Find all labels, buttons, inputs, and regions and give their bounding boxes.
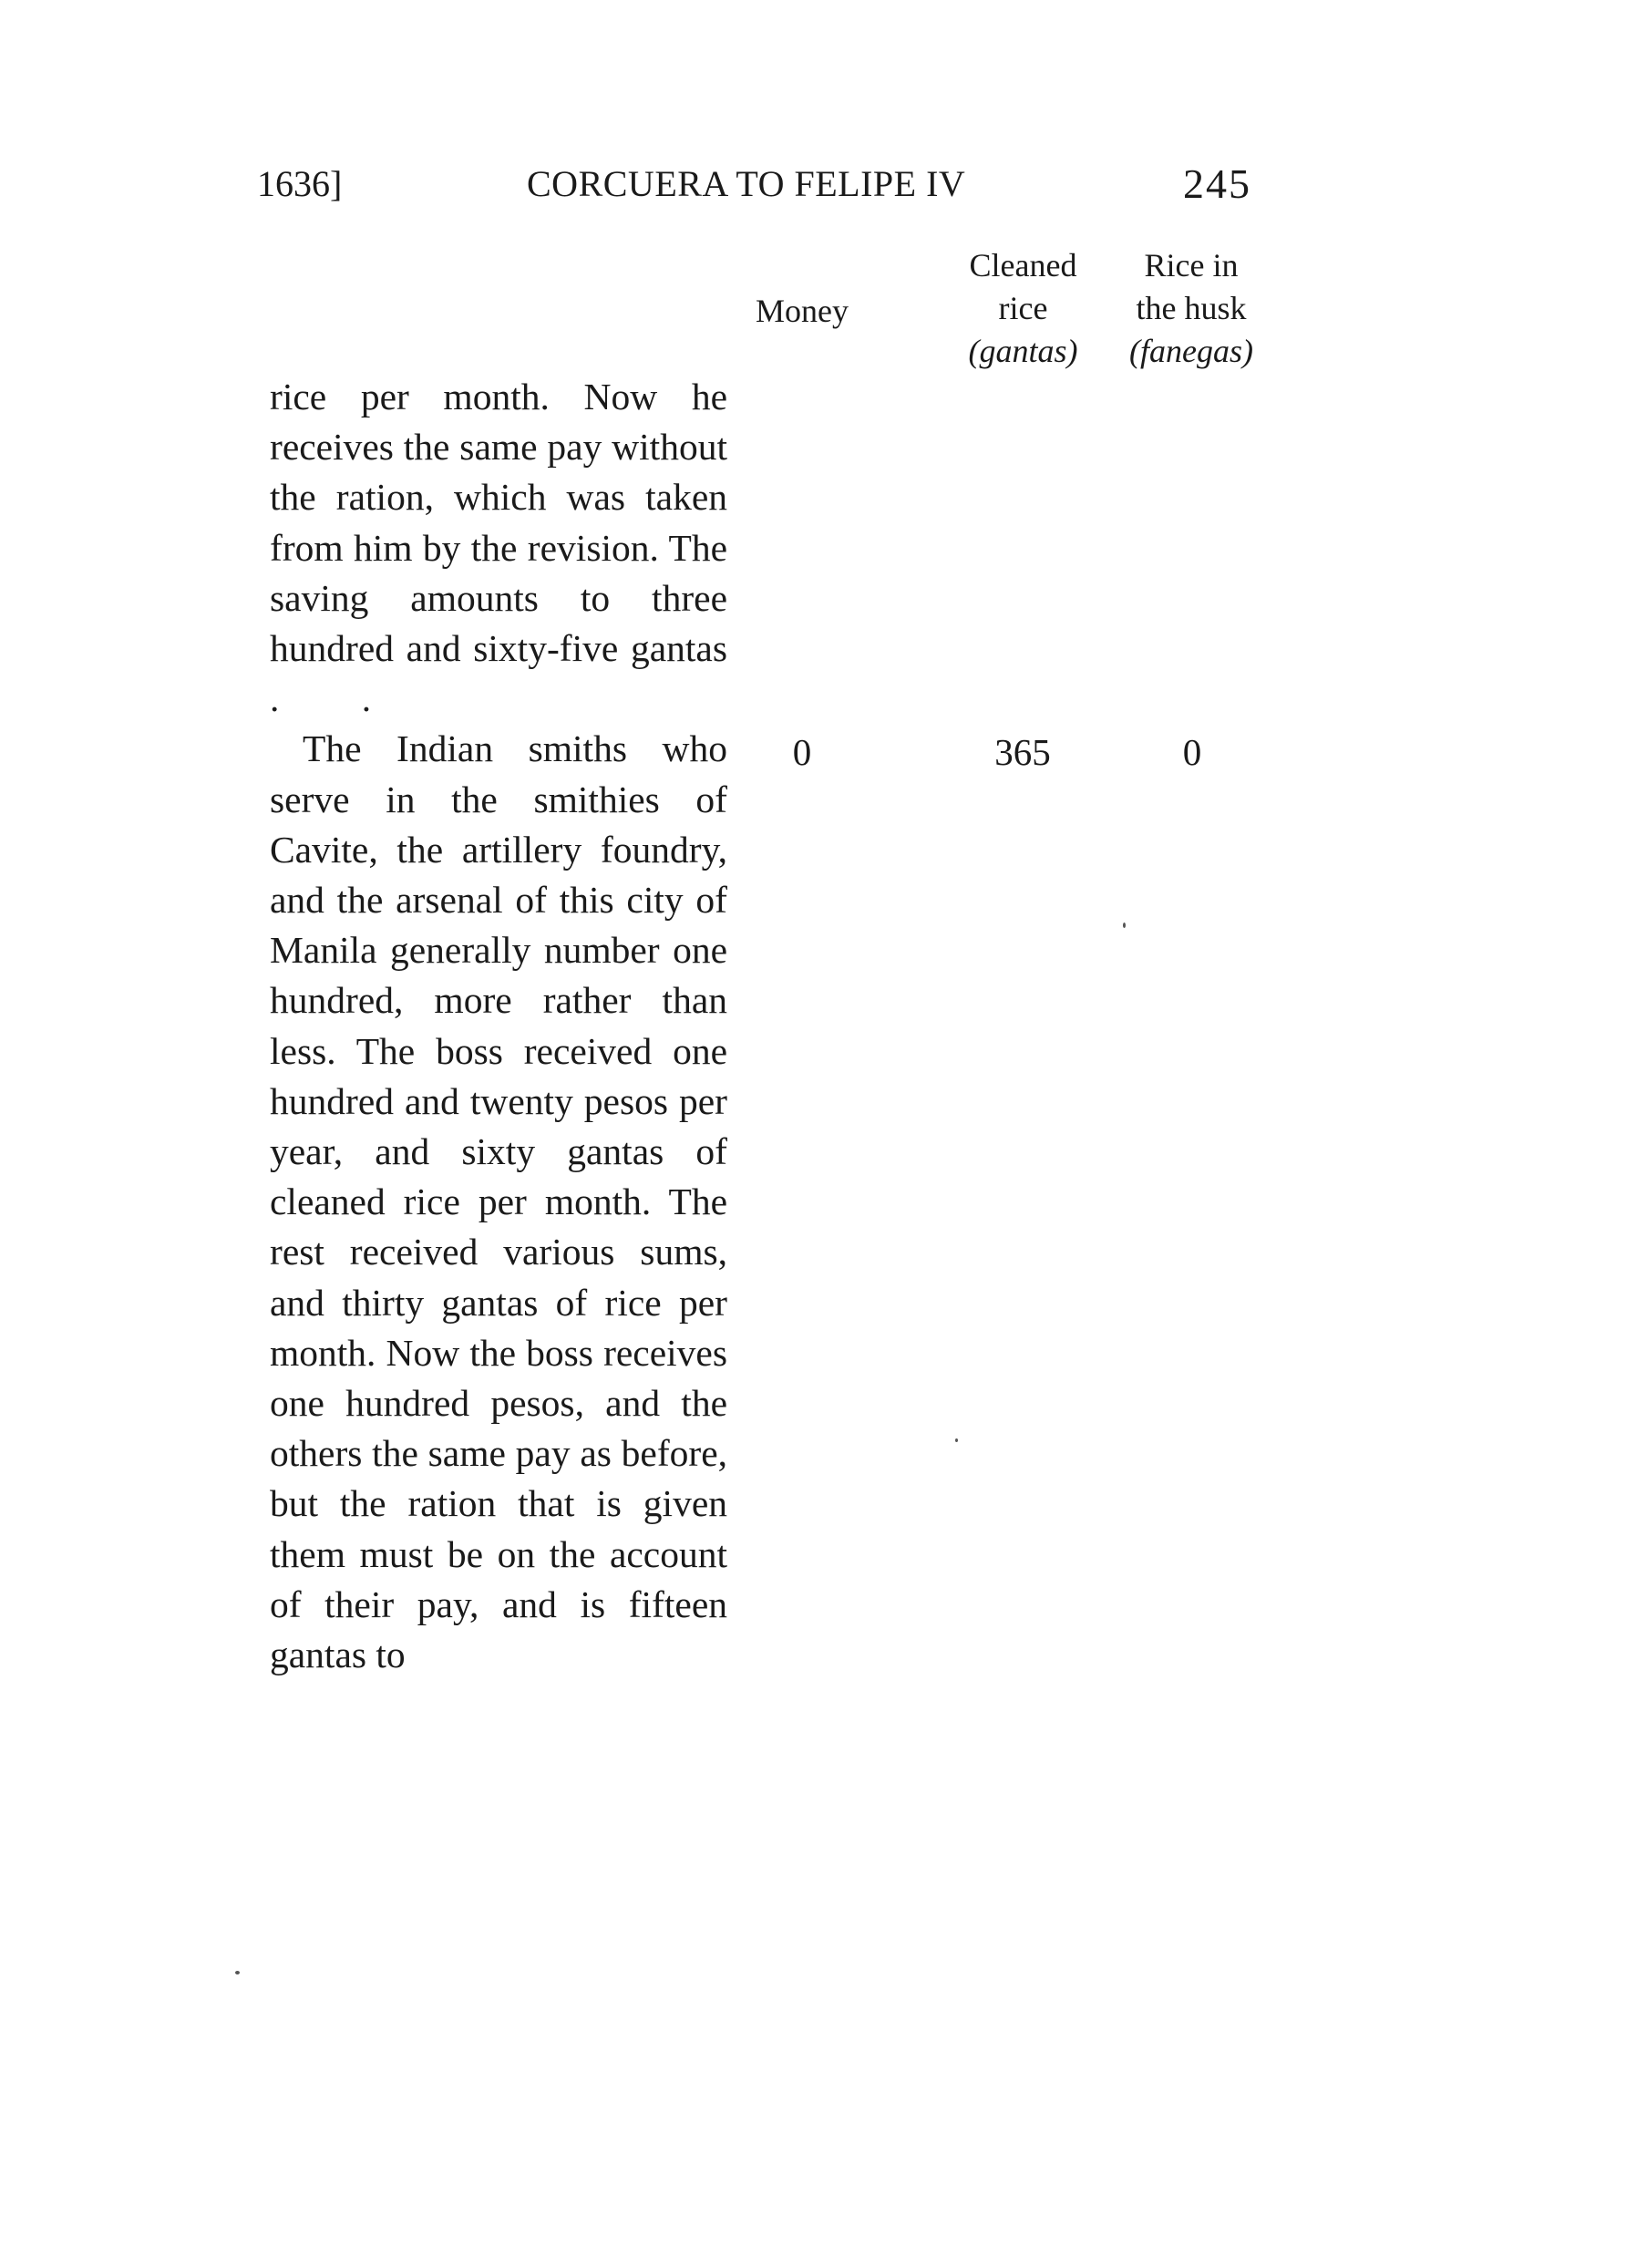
value-money: 0 (792, 731, 812, 773)
scan-speck (955, 1438, 958, 1442)
paragraph-indian-smiths: The Indian smiths who serve in the smithies of Cavite, the artillery foundry, and the arsenal of this city of Manila generally number one hundred, more rather than less. The boss received one hundred and twenty pesos per year, and sixty gantas of cleaned rice per month. The rest received various sums, and thirty gantas of rice per month. Now the boss receives one hundred pesos, and the others the same pay as before, but the ration that is given them must be on the account of their pay, and is fifteen gantas to (270, 727, 727, 1676)
paragraph-ration-saving (270, 372, 727, 724)
column-heading-husk-line2: the husk (1136, 290, 1247, 326)
column-heading-cleaned-rice (943, 244, 1103, 373)
column-heading-cleaned-line1: Cleaned (969, 247, 1077, 284)
running-header-title: CORCUERA TO FELIPE IV (527, 163, 966, 204)
page-number: 245 (1183, 160, 1251, 207)
scan-speck (235, 1971, 240, 1974)
column-heading-money-label: Money (756, 293, 849, 329)
scan-speck (1123, 923, 1126, 928)
value-rice-in-husk: 0 (1182, 731, 1202, 773)
paragraph-ration-saving-text: rice per month. Now he receives the same pay without the ration, which was taken from him by the revision. The saving amounts to three hundred and sixty-five gantas (270, 376, 727, 670)
column-heading-money (729, 290, 875, 333)
column-heading-husk-unit: (fanegas) (1129, 333, 1253, 369)
column-heading-rice-in-husk (1105, 244, 1278, 373)
column-heading-cleaned-line2: rice (998, 290, 1048, 326)
dot-leader: . . (270, 677, 408, 720)
column-heading-cleaned-unit: (gantas) (968, 333, 1078, 369)
column-heading-husk-line1: Rice in (1144, 247, 1239, 284)
running-header-year: 1636] (257, 163, 343, 204)
body-text (270, 372, 727, 1680)
value-cleaned-rice: 365 (994, 731, 1051, 773)
